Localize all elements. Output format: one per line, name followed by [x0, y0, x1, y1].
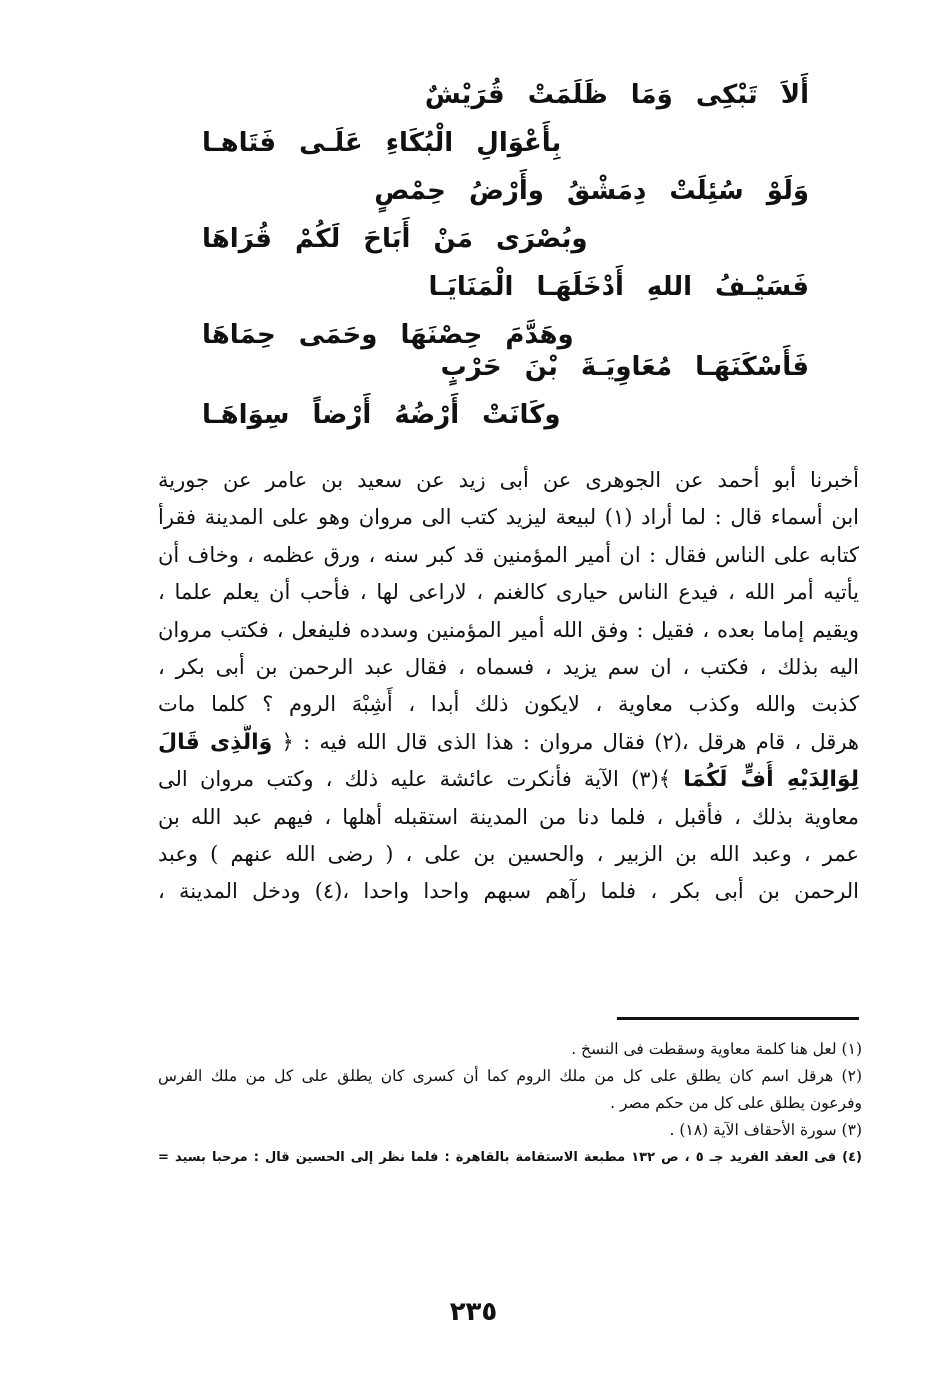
- prose-line: اليه بذلك ، فكتب ، ان سم يزيد ، فسماه ، فقال عبد الرحمن بن أبى بكر ،: [158, 654, 859, 679]
- footnote-4: (٤) فى العقد الفريد جـ ٥ ، ص ١٣٢ مطبعة الاستقامة بالقاهرة : فلما نظر إلى الحسين قال : مرحبا بسيد =: [158, 1150, 862, 1165]
- prose-line: أخبرنا أبو أحمد عن الجوهرى عن أبى زيد عن سعيد بن عامر عن جورية: [158, 468, 859, 492]
- poem-hemistich-3: وَلَوْ سُئِلَتْ دِمَشْقُ وأَرْضُ حِمْصٍ: [374, 176, 809, 206]
- prose-line: معاوية بذلك ، فأقبل ، فلما دنا من المدينة استقبله أهلها ، فيهم عبد الله بن: [158, 804, 859, 829]
- poem-hemistich-1: أَلاَ تَبْكِى وَمَا ظَلَمَتْ قُرَيْشٌ: [424, 80, 809, 110]
- poem-hemistich-8: وكَانَتْ أَرْضُهُ أَرْضاً سِوَاهَـا: [202, 400, 561, 430]
- quran-verse-segment: لِوَالِدَيْهِ أُفٍّ لَكُمَا: [683, 767, 859, 793]
- prose-line: عمر ، وعبد الله بن الزبير ، والحسين بن على ، ( رضى الله عنهم ) وعبد: [158, 841, 859, 866]
- prose-line-with-quran-start: [158, 724, 859, 761]
- prose-text-segment: ﴾(٣) الآية فأنكرت عائشة عليه ذلك ، وكتب مروان الى: [158, 767, 672, 792]
- poem-hemistich-4: وبُصْرَى مَنْ أَبَاحَ لَكُمْ قُرَاهَا: [202, 224, 588, 254]
- prose-line: ابن أسماء قال : لما أراد (١) لبيعة ليزيد كتب الى مروان وهو على المدينة فقرأ: [158, 505, 859, 530]
- poem-hemistich-7: فَأَسْكَنَهَـا مُعَاوِيَـةَ بْنَ حَرْبٍ: [440, 352, 809, 382]
- footnote-2: (٢) هرقل اسم كان يطلق على كل من ملك الروم كما أن كسرى كان يطلق على كل من ملك الفرس: [158, 1067, 862, 1085]
- prose-paragraph: [158, 462, 859, 911]
- page-number: ٢٣٥: [449, 1297, 498, 1327]
- poem-hemistich-6: وهَدَّمَ حِصْنَهَا وحَمَى حِمَاهَا: [202, 320, 574, 350]
- prose-line: يأتيه أمر الله ، فيدع الناس حيارى كالغنم ، لاراعى لها ، فأحب أن يعلم علما ،: [158, 580, 859, 605]
- quran-verse-segment: وَالَّذِى قَالَ: [158, 729, 273, 755]
- prose-line-with-quran-end: [158, 761, 859, 798]
- footnotes: [158, 1036, 862, 1171]
- poem-hemistich-2: بِأَعْوَالِ الْبُكَاءِ عَلَـى فَتَاهـا: [202, 128, 562, 158]
- prose-line: كذبت والله وكذب معاوية ، لايكون ذلك أبدا ، أَشِبْهَ الروم ؟ كلما مات: [158, 692, 859, 717]
- prose-text-segment: هرقل ، قام هرقل ،(٢) فقال مروان : هذا الذى قال الله فيه : ﴿: [281, 729, 859, 754]
- footnote-2-continuation: وفرعون يطلق على كل من حكم مصر .: [610, 1094, 862, 1112]
- footnote-3: (٣) سورة الأحقاف الآية (١٨) .: [669, 1121, 862, 1139]
- footnote-separator: [617, 1017, 859, 1020]
- prose-line: كتابه على الناس فقال : ان أمير المؤمنين قد كبر سنه ، ورق عظمه ، وخاف أن: [158, 542, 859, 567]
- poem-hemistich-5: فَسَيْـفُ اللهِ أَدْخَلَهَـا الْمَنَايَـا: [428, 272, 809, 302]
- footnote-1: (١) لعل هنا كلمة معاوية وسقطت فى النسخ .: [571, 1040, 862, 1058]
- prose-line: الرحمن بن أبى بكر ، فلما رآهم سبهم واحدا واحدا ،(٤) ودخل المدينة ،: [158, 879, 859, 904]
- prose-line: ويقيم إماما بعده ، فقيل : وفق الله أمير المؤمنين وسدده فليفعل ، فكتب مروان: [158, 617, 859, 642]
